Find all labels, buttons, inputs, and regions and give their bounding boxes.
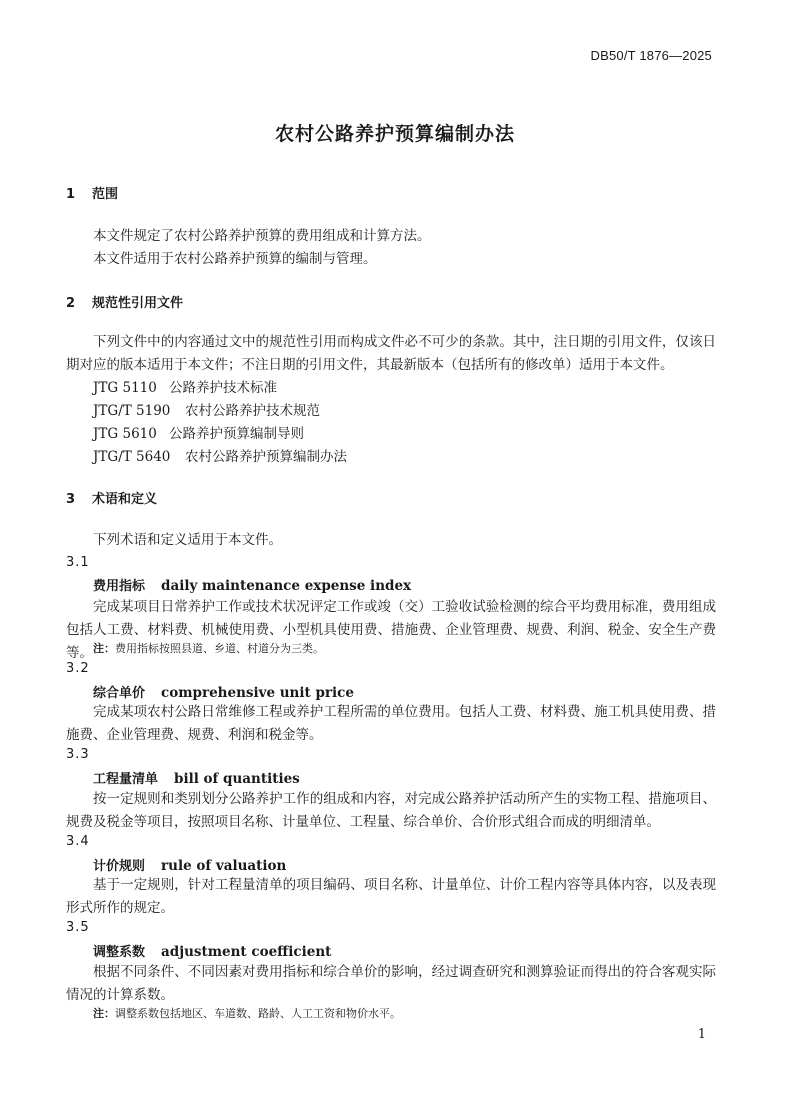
reference-item bbox=[93, 400, 320, 423]
term-en: comprehensive unit price bbox=[161, 685, 354, 701]
reference-code: JTG 5610 bbox=[93, 426, 157, 442]
note-text: 费用指标按照县道、乡道、村道分为三类。 bbox=[115, 642, 324, 655]
paragraph: 本文件规定了农村公路养护预算的费用组成和计算方法。 bbox=[93, 228, 431, 244]
note-label: 注： bbox=[93, 1007, 115, 1020]
clause-number: 3.5 bbox=[66, 920, 90, 935]
section-3-heading bbox=[66, 488, 157, 507]
term-zh: 工程量清单 bbox=[93, 772, 159, 787]
section-title: 规范性引用文件 bbox=[92, 296, 184, 311]
reference-item bbox=[93, 446, 347, 469]
paragraph: 下列文件中的内容通过文中的规范性引用而构成文件必不可少的条款。其中，注日期的引用文件，仅该日期对应的版本适用于本文件；不注日期的引用文件，其最新版本（包括所有的修改单）适用于本文件。 bbox=[66, 334, 716, 373]
term-definition: 完成某项农村公路日常维修工程或养护工程所需的单位费用。包括人工费、材料费、施工机具使用费、措施费、企业管理费、规费、利润和税金等。 bbox=[66, 704, 716, 743]
clause-number: 3.1 bbox=[66, 555, 90, 570]
note-text: 调整系数包括地区、车道数、路龄、人工工资和物价水平。 bbox=[115, 1007, 401, 1020]
term-en: adjustment coefficient bbox=[161, 944, 332, 960]
reference-title: 农村公路养护预算编制办法 bbox=[185, 449, 347, 465]
reference-code: JTG/T 5190 bbox=[93, 403, 171, 419]
term-definition: 完成某项目日常养护工作或技术状况评定工作或竣（交）工验收试验检测的综合平均费用标准，费用组成包括人工费、材料费、机械使用费、小型机具使用费、措施费、企业管理费、规费、利润、税金、安全生产费等。 bbox=[66, 599, 716, 661]
section-1-heading bbox=[66, 183, 118, 202]
term-en: daily maintenance expense index bbox=[161, 578, 412, 594]
term-zh: 计价规则 bbox=[93, 859, 146, 874]
term-zh: 费用指标 bbox=[93, 579, 146, 594]
term-en: bill of quantities bbox=[174, 771, 300, 787]
clause-number: 3.2 bbox=[66, 661, 90, 676]
reference-item bbox=[93, 423, 304, 446]
document-id: DB50/T 1876—2025 bbox=[590, 48, 712, 63]
reference-title: 公路养护技术标准 bbox=[169, 380, 277, 396]
section-number: 3 bbox=[66, 492, 76, 507]
reference-item bbox=[93, 377, 277, 400]
term-definition: 基于一定规则，针对工程量清单的项目编码、项目名称、计量单位、计价工程内容等具体内容，以及表现形式所作的规定。 bbox=[66, 877, 716, 916]
reference-code: JTG/T 5640 bbox=[93, 449, 171, 465]
page-title: 农村公路养护预算编制办法 bbox=[274, 123, 515, 145]
note-label: 注： bbox=[93, 642, 115, 655]
term-heading bbox=[93, 682, 354, 701]
section-number: 1 bbox=[66, 187, 76, 202]
note bbox=[93, 641, 324, 657]
section-title: 术语和定义 bbox=[92, 492, 158, 507]
term-zh: 综合单价 bbox=[93, 686, 146, 701]
term-definition: 按一定规则和类别划分公路养护工作的组成和内容，对完成公路养护活动所产生的实物工程、措施项目、规费及税金等项目，按照项目名称、计量单位、工程量、综合单价、合价形式组合而成的明细清单。 bbox=[66, 791, 716, 830]
reference-title: 公路养护预算编制导则 bbox=[169, 426, 304, 442]
section-2-heading bbox=[66, 292, 183, 311]
term-heading bbox=[93, 768, 300, 787]
term-heading bbox=[93, 855, 286, 874]
clause-number: 3.3 bbox=[66, 747, 90, 762]
clause-number: 3.4 bbox=[66, 834, 90, 849]
reference-code: JTG 5110 bbox=[93, 380, 157, 396]
page-number: 1 bbox=[697, 1027, 706, 1042]
term-en: rule of valuation bbox=[161, 858, 287, 874]
term-definition: 根据不同条件、不同因素对费用指标和综合单价的影响，经过调查研究和测算验证而得出的符合客观实际情况的计算系数。 bbox=[66, 964, 716, 1003]
note bbox=[93, 1006, 401, 1022]
term-heading bbox=[93, 575, 411, 594]
reference-title: 农村公路养护技术规范 bbox=[185, 403, 320, 419]
section-number: 2 bbox=[66, 296, 76, 311]
section-title: 范围 bbox=[92, 187, 119, 202]
paragraph: 下列术语和定义适用于本文件。 bbox=[93, 532, 282, 548]
term-zh: 调整系数 bbox=[93, 945, 146, 960]
paragraph: 本文件适用于农村公路养护预算的编制与管理。 bbox=[93, 251, 377, 267]
term-heading bbox=[93, 941, 331, 960]
